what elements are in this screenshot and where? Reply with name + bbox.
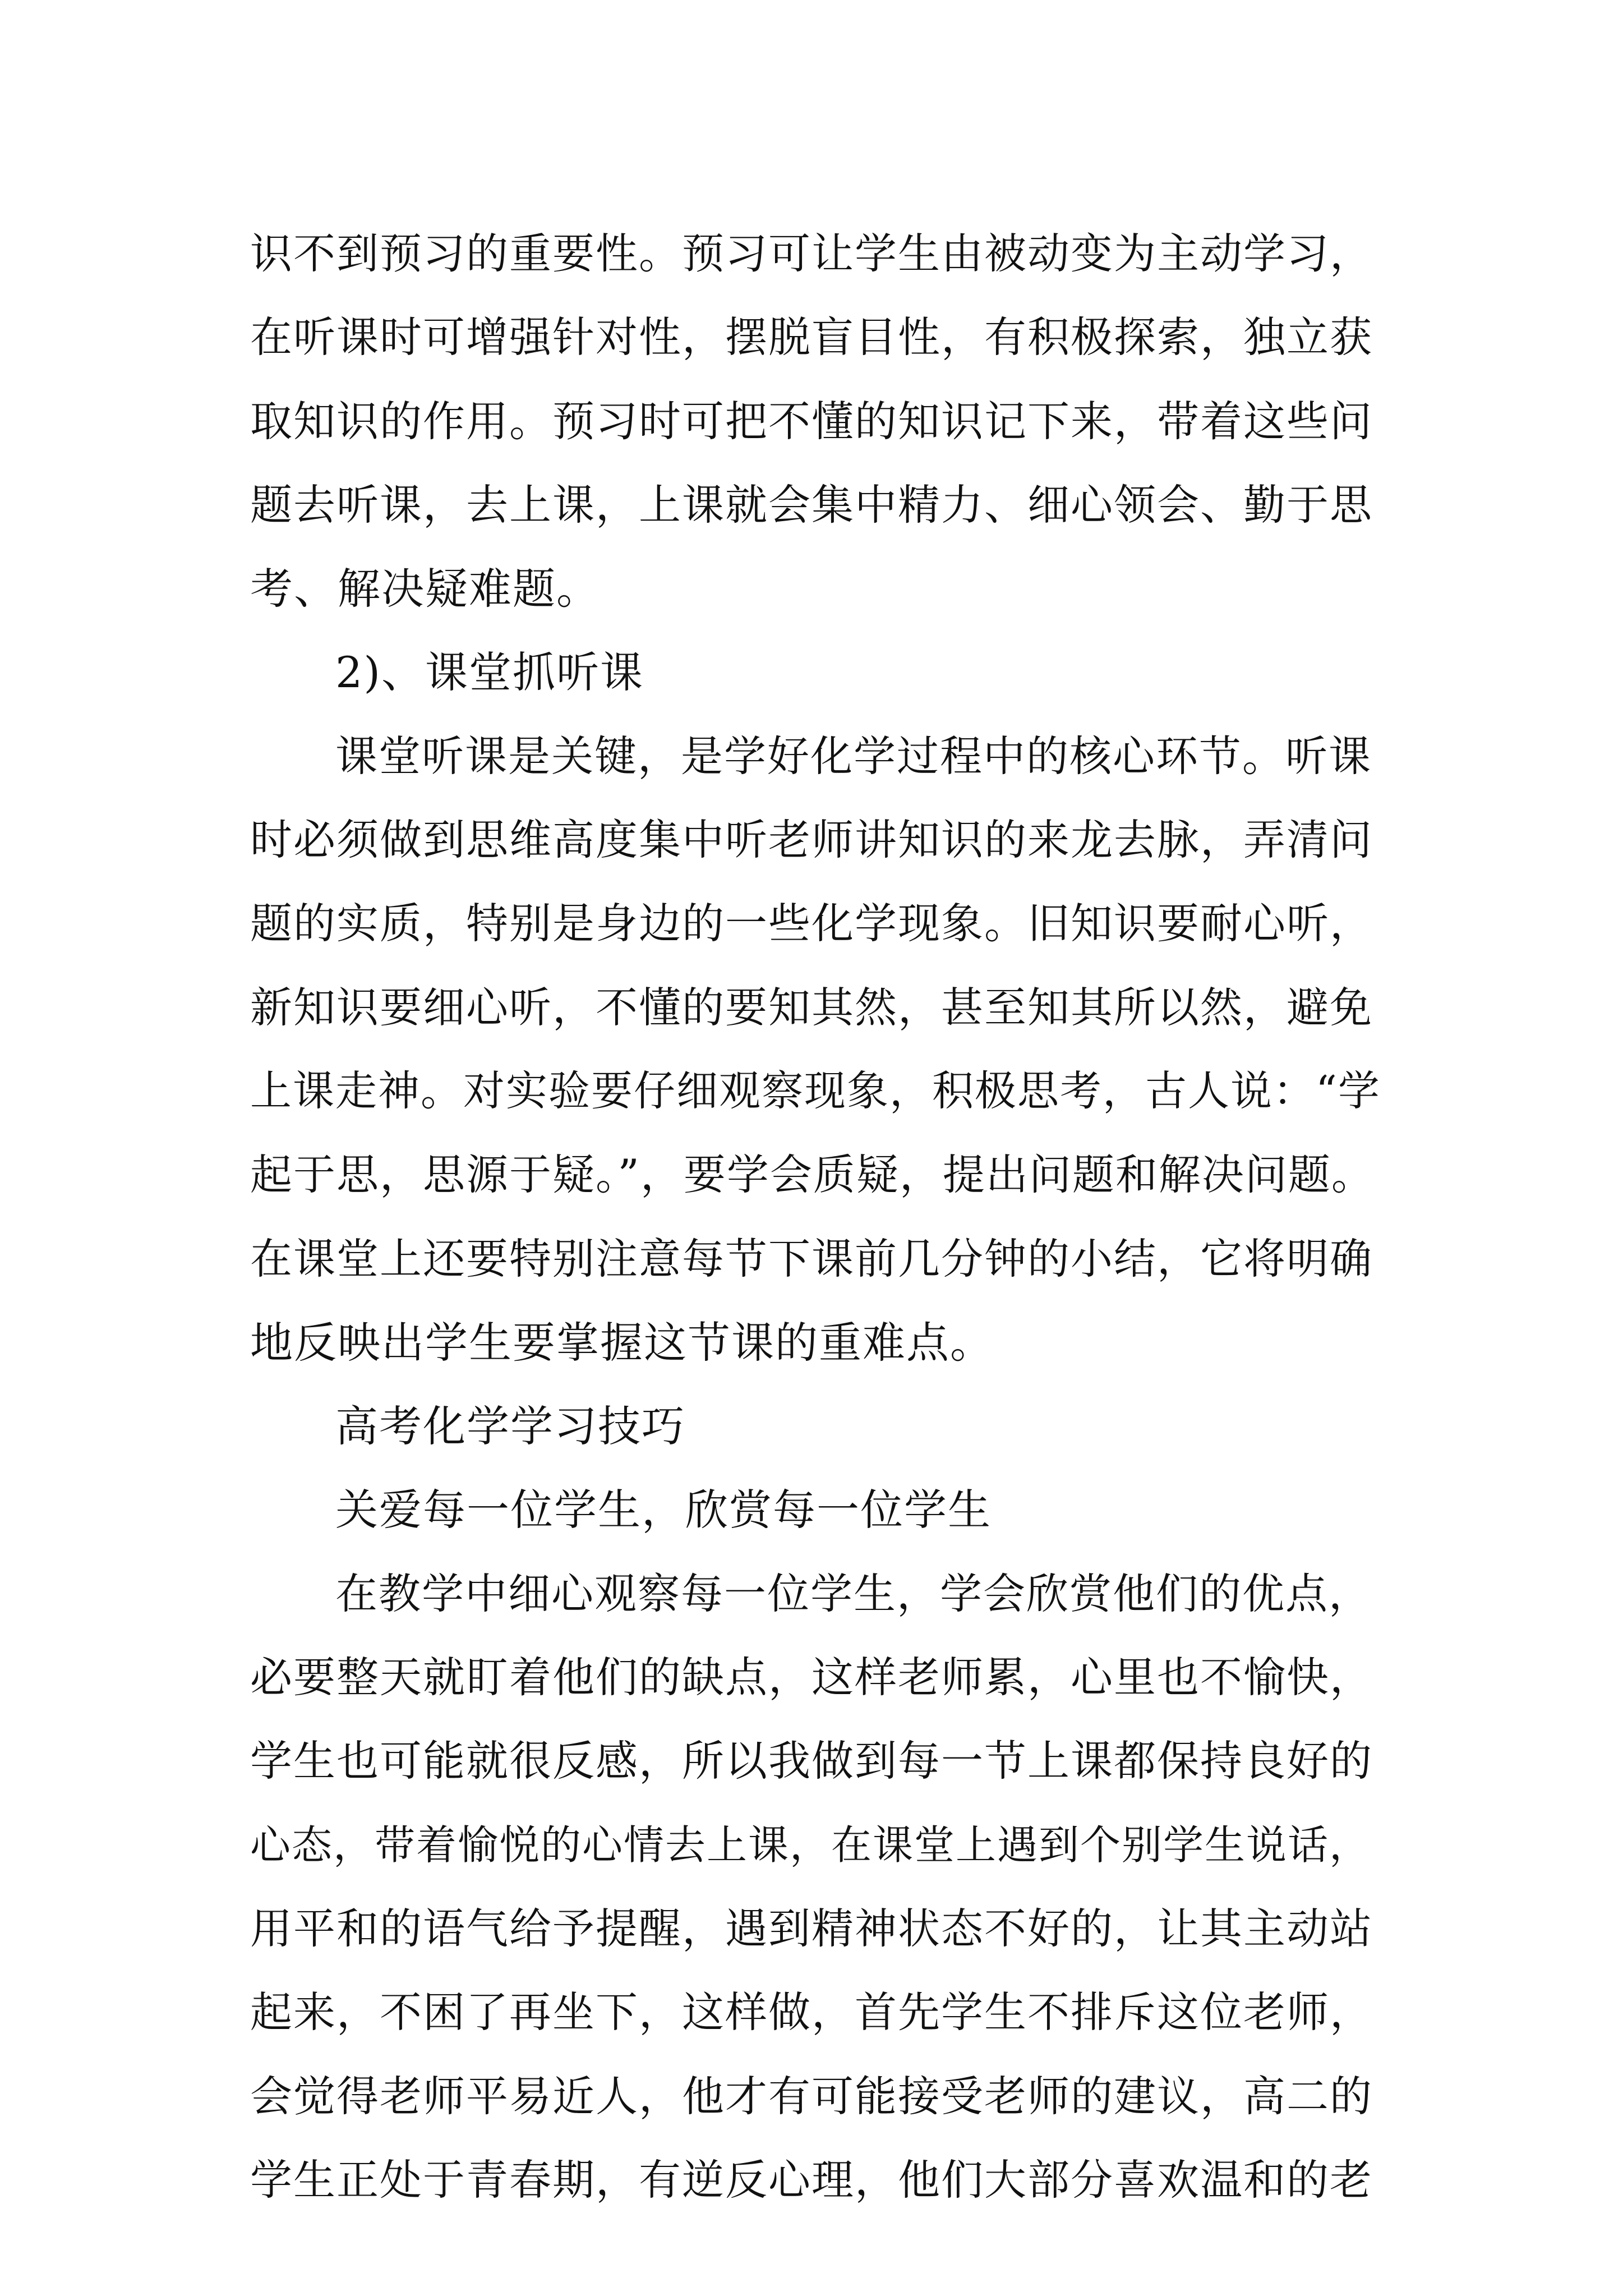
text-line: 在教学中细心观察每一位学生，学会欣赏他们的优点， <box>335 1568 1372 1618</box>
text-line: 学生也可能就很反感，所以我做到每一节上课都保持良好的 <box>250 1736 1373 1786</box>
text-line: 在听课时可增强针对性，摆脱盲目性，有积极探索，独立获 <box>250 312 1373 362</box>
text-line: 在课堂上还要特别注意每节下课前几分钟的小结，它将明确 <box>250 1234 1373 1283</box>
text-line: 取知识的作用。预习时可把不懂的知识记下来，带着这些问 <box>250 396 1373 446</box>
text-line: 课堂听课是关键，是学好化学过程中的核心环节。听课 <box>335 731 1372 781</box>
body-text <box>250 212 1383 2222</box>
text-line: 2)、课堂抓听课 <box>335 647 644 698</box>
text-line: 关爱每一位学生，欣赏每一位学生 <box>335 1485 992 1535</box>
text-line: 高考化学学习技巧 <box>335 1401 685 1452</box>
text-line: 起来，不困了再坐下，这样做，首先学生不排斥这位老师， <box>250 1987 1373 2037</box>
text-line: 考、解决疑难题。 <box>250 564 600 614</box>
text-line: 题去听课，去上课，上课就会集中精力、细心领会、勤于思 <box>250 480 1373 530</box>
text-line: 必要整天就盯着他们的缺点，这样老师累，心里也不愉快， <box>250 1653 1373 1703</box>
text-line: 学生正处于青春期，有逆反心理，他们大部分喜欢温和的老 <box>250 2155 1373 2205</box>
text-line: 题的实质，特别是身边的一些化学现象。旧知识要耐心听， <box>250 899 1373 949</box>
text-line: 上课走神。对实验要仔细观察现象，积极思考，古人说：“学 <box>250 1066 1381 1115</box>
text-line: 心态，带着愉悦的心情去上课，在课堂上遇到个别学生说话， <box>250 1821 1371 1869</box>
text-line: 起于思，思源于疑。”，要学会质疑，提出问题和解决问题。 <box>250 1150 1375 1200</box>
text-line: 用平和的语气给予提醒，遇到精神状态不好的，让其主动站 <box>250 1903 1373 1953</box>
text-line: 时必须做到思维高度集中听老师讲知识的来龙去脉，弄清问 <box>250 815 1373 865</box>
text-line: 会觉得老师平易近人，他才有可能接受老师的建议，高二的 <box>250 2071 1373 2121</box>
text-line: 新知识要细心听，不懂的要知其然，甚至知其所以然，避免 <box>250 982 1373 1032</box>
text-line: 地反映出学生要掌握这节课的重难点。 <box>250 1317 994 1368</box>
text-line: 识不到预习的重要性。预习可让学生由被动变为主动学习， <box>250 229 1373 278</box>
